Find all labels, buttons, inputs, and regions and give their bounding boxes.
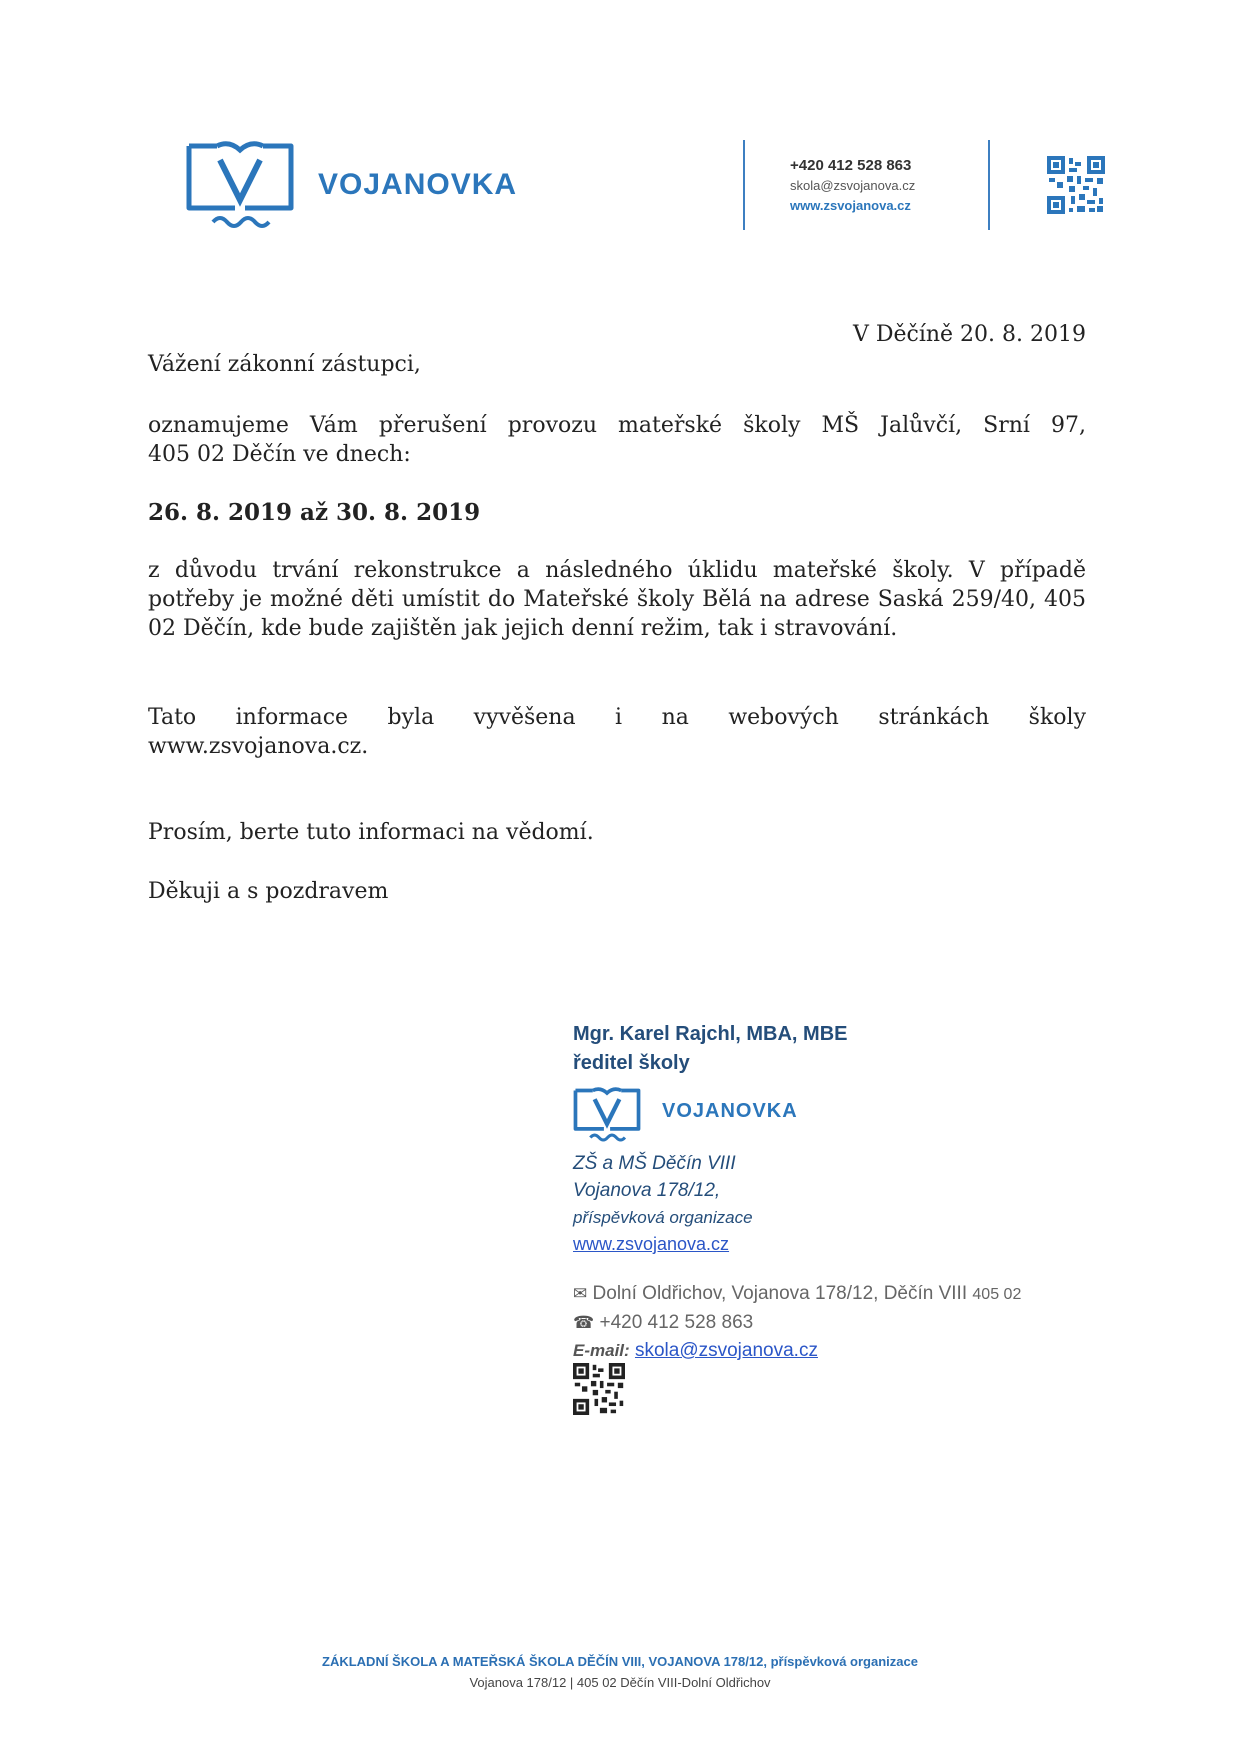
address-zip: 405 02 (972, 1286, 1022, 1303)
vojanovka-logo-icon (185, 138, 295, 230)
header-divider (988, 140, 990, 230)
vojanovka-logo-small-icon (573, 1083, 641, 1145)
brand-name: VOJANOVKA (318, 168, 518, 201)
telephone-icon: ☎ (573, 1313, 595, 1332)
qr-code-small-icon (573, 1363, 625, 1415)
closure-dates: 26. 8. 2019 až 30. 8. 2019 (148, 499, 481, 526)
header-phone: +420 412 528 863 (790, 157, 912, 174)
org-web-link[interactable]: www.zsvojanova.cz (573, 1234, 730, 1254)
paragraph-web-info-line1: Tato informace byla vyvěšena i na webových stránkách školy (148, 705, 1086, 730)
header-divider (743, 140, 745, 230)
footer-organization: ZÁKLADNÍ ŠKOLA A MATEŘSKÁ ŠKOLA DĚČÍN VIII, VOJANOVA 178/12, příspěvková organizace (322, 1654, 918, 1669)
closing: Děkuji a s pozdravem (148, 879, 389, 904)
signature-organization (573, 1150, 753, 1259)
org-line3: příspěvková organizace (573, 1208, 753, 1227)
paragraph-notice-line2: 405 02 Děčín ve dnech: (148, 442, 411, 467)
address-text: Dolní Oldřichov, Vojanova 178/12, Děčín VIII (592, 1283, 968, 1304)
paragraph-web-info-line2: www.zsvojanova.cz. (148, 734, 369, 759)
org-line1: ZŠ a MŠ Děčín VIII (573, 1153, 736, 1174)
envelope-icon: ✉ (573, 1284, 588, 1303)
org-line2: Vojanova 178/12, (573, 1180, 721, 1201)
paragraph-notice-line1: oznamujeme Vám přerušení provozu mateřské školy MŠ Jalůvčí, Srní 97, (148, 413, 1086, 438)
letter-date: V Děčíně 20. 8. 2019 (852, 322, 1086, 347)
signature-role: ředitel školy (573, 1052, 690, 1074)
signature-name: Mgr. Karel Rajchl, MBA, MBE (573, 1023, 848, 1045)
footer-address: Vojanova 178/12 | 405 02 Děčín VIII-Dolní Oldřichov (469, 1675, 771, 1690)
email-label: E-mail: (573, 1341, 630, 1360)
email-link[interactable]: skola@zsvojanova.cz (634, 1340, 818, 1361)
header-web[interactable]: www.zsvojanova.cz (790, 198, 911, 213)
qr-code-icon (1047, 156, 1105, 214)
paragraph-please-note: Prosím, berte tuto informaci na vědomí. (148, 820, 594, 845)
signature-brand: VOJANOVKA (662, 1100, 798, 1122)
header-email[interactable]: skola@zsvojanova.cz (790, 178, 916, 193)
paragraph-reason: z důvodu trvání rekonstrukce a následného úklidu mateřské školy. V případě potřeby je možné děti umístit do Mateřské školy Bělá na adrese Saská 259/40, 405 02 Děčín, kde bude zajištěn jak jejich denní režim, tak i stravování. (148, 558, 1086, 641)
signature-contact (573, 1280, 1021, 1365)
phone-text: +420 412 528 863 (599, 1312, 754, 1333)
header-contact (790, 156, 915, 216)
salutation: Vážení zákonní zástupci, (148, 352, 421, 377)
